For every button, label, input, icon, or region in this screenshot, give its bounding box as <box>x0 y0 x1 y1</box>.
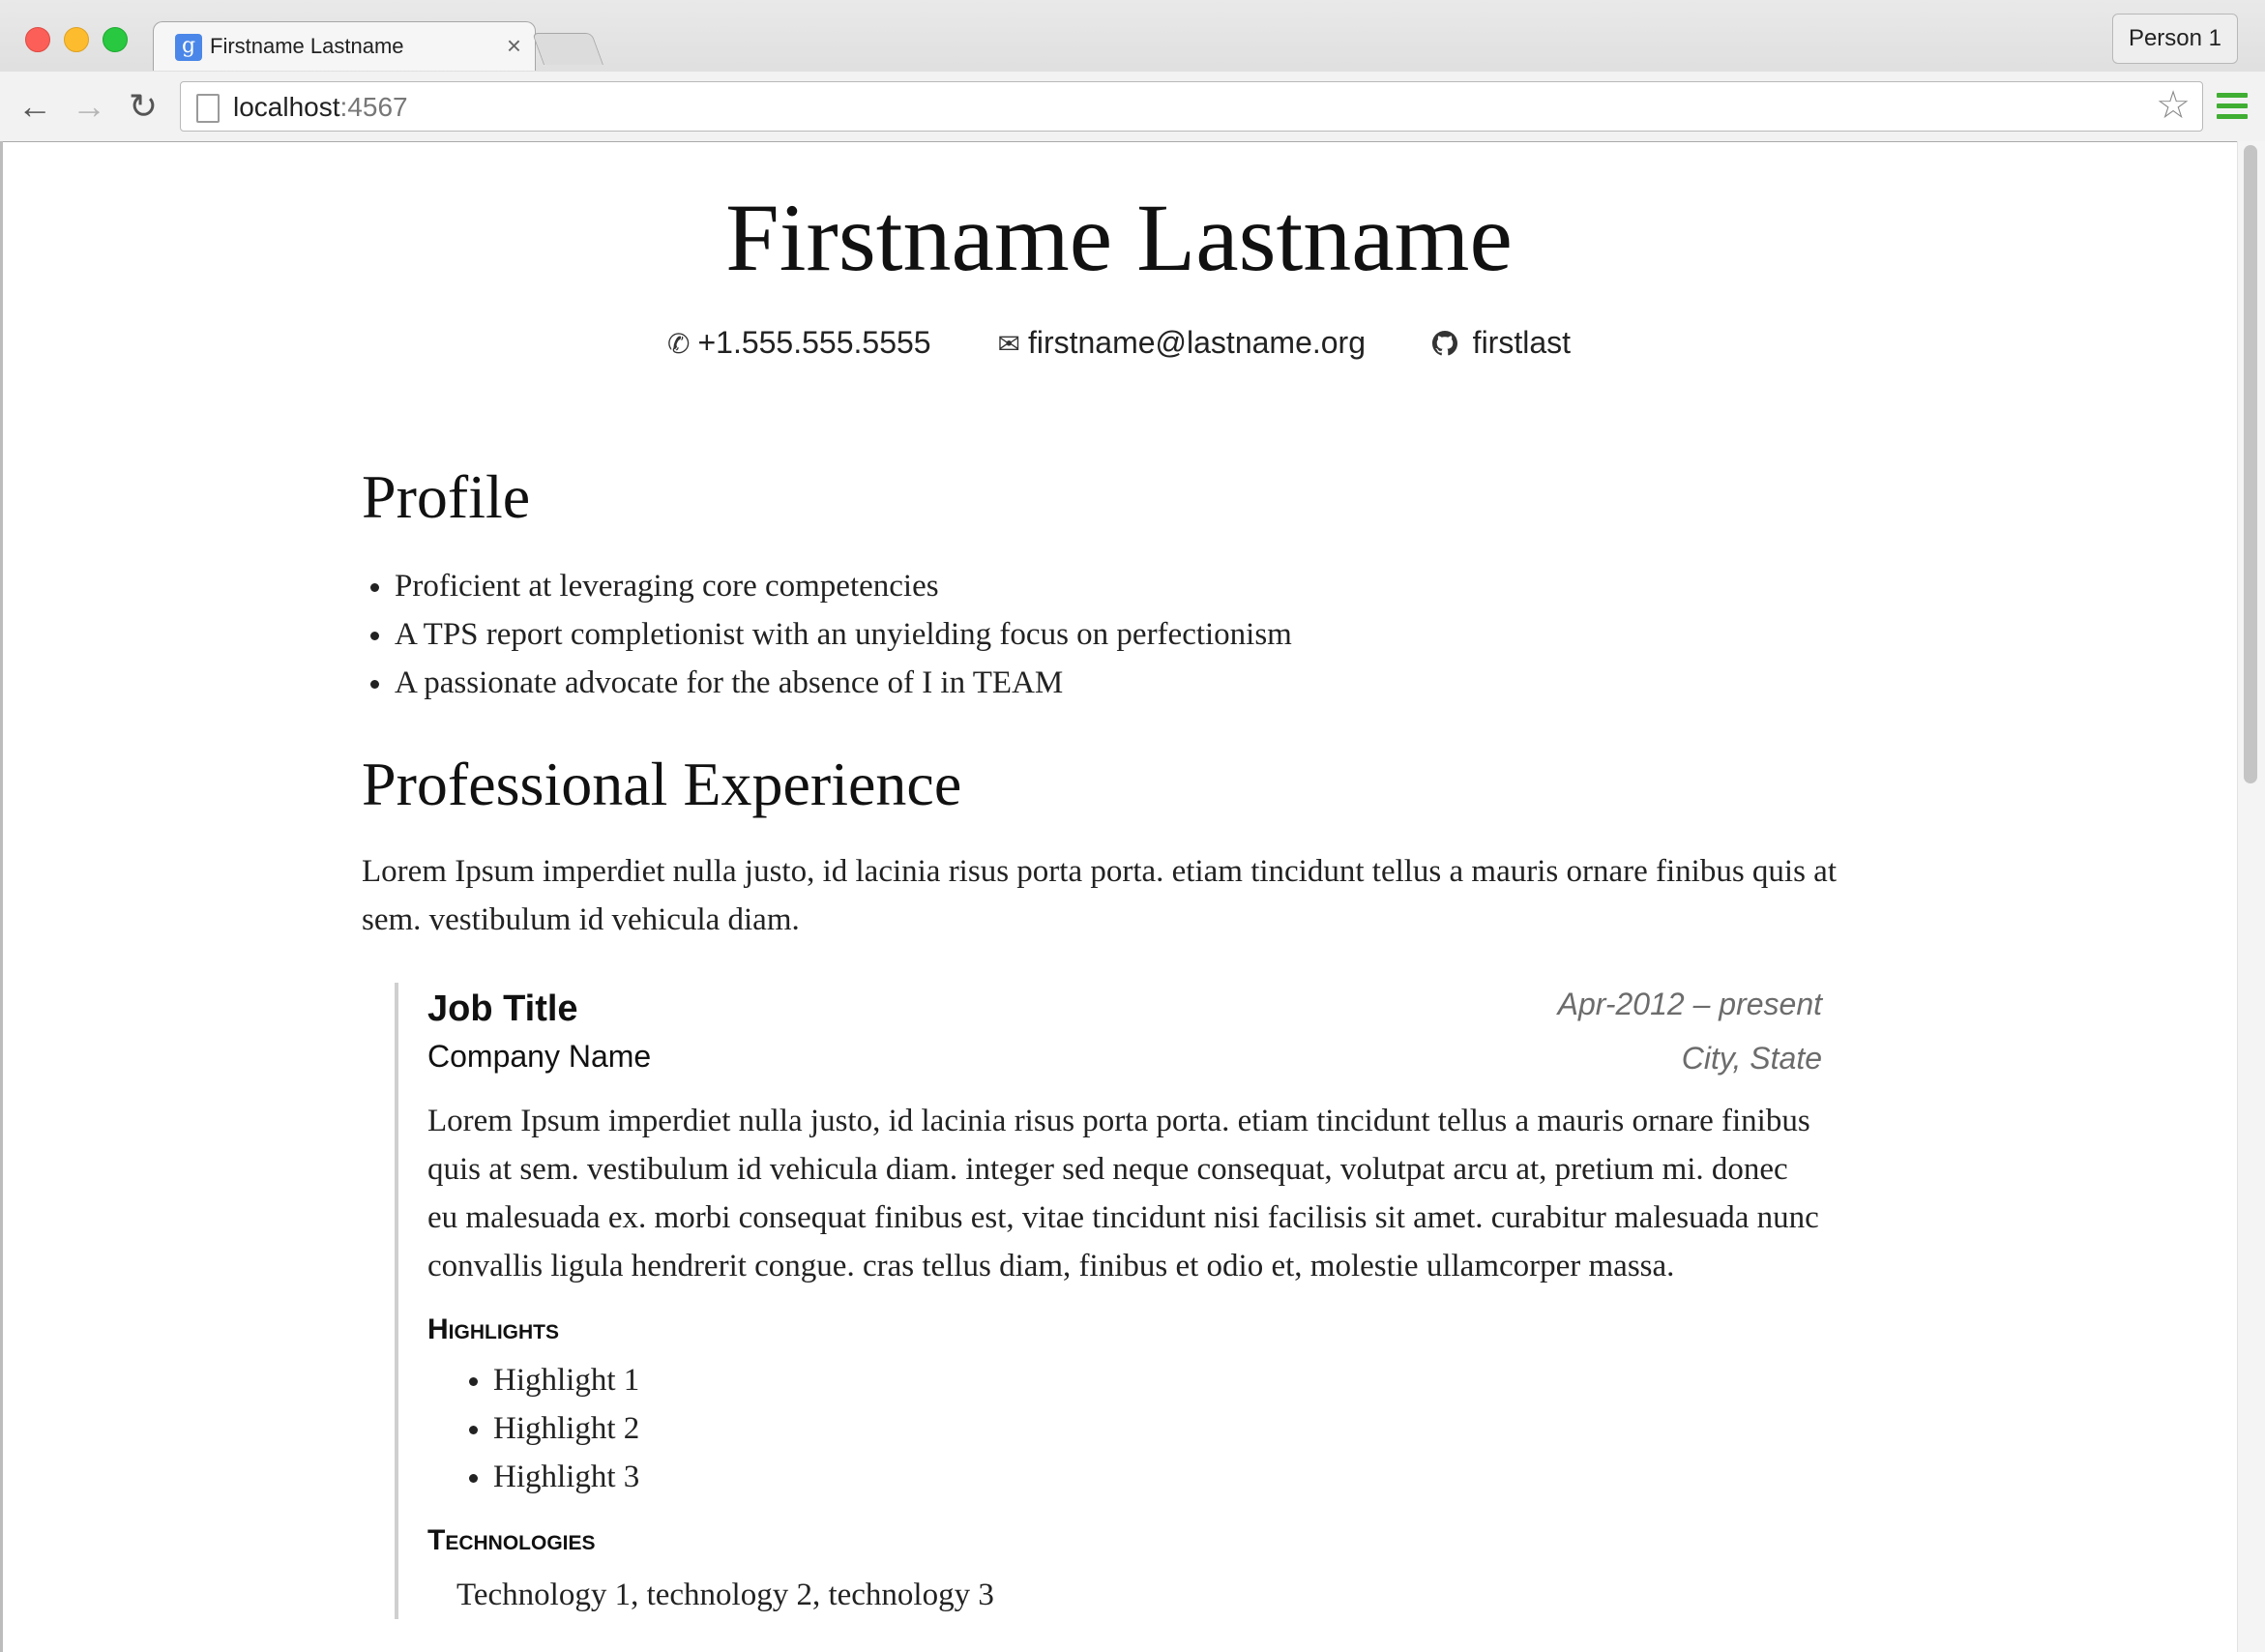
highlight-item: • Highlight 3 <box>493 1453 1851 1501</box>
bookmark-star-icon[interactable]: ☆ <box>2156 84 2191 127</box>
experience-intro: Lorem Ipsum imperdiet nulla justo, id lacinia risus porta porta. etiam tincidunt tellus a mauris ornare finibus quis at sem. vestibulum id vehicula diam. <box>362 853 1837 937</box>
job-summary: Lorem Ipsum imperdiet nulla justo, id lacinia risus porta porta. etiam tincidunt tellus a mauris ornare finibus quis at sem. vestibulum id vehicula diam. integer sed neque consequat, volutpat arcu at, pretium mi. donec eu malesuada ex. morbi consequat finibus est, vitae tincidunt nisi facilisis sit amet. curabitur malesuada nunc convallis ligula hendrerit congue. cras tellus diam, finibus et odio et, molestie ullamcorper massa. <box>427 1103 1819 1283</box>
job-dates: Apr-2012 – present <box>1557 986 1822 1021</box>
vertical-scrollbar[interactable] <box>2237 141 2265 1652</box>
address-bar[interactable] <box>180 81 2203 132</box>
highlights-list <box>427 1356 1851 1501</box>
tab-close-icon[interactable]: × <box>506 31 521 60</box>
phone-text: +1.555.555.5555 <box>697 325 931 360</box>
contact-email[interactable] <box>997 325 1366 361</box>
email-text: firstname@lastname.org <box>1027 325 1366 360</box>
resume-name: Firstname Lastname <box>725 184 1513 291</box>
company-name: Company Name <box>427 1038 652 1074</box>
scrollbar-thumb[interactable] <box>2244 145 2257 783</box>
tab-title: Firstname Lastname <box>210 34 404 58</box>
contact-bar <box>0 325 2238 361</box>
hamburger-menu-icon[interactable] <box>2217 93 2248 120</box>
technologies-heading: Technologies <box>427 1523 596 1556</box>
envelope-icon: ✉ <box>997 329 1020 359</box>
reload-icon[interactable]: ↻ <box>128 86 159 126</box>
back-arrow-icon[interactable]: ← <box>17 86 52 126</box>
profile-item: • Proficient at leveraging core competencies <box>395 562 1851 610</box>
url-port: :4567 <box>339 92 408 122</box>
highlights-heading: Highlights <box>427 1313 559 1345</box>
new-tab-button[interactable] <box>532 33 603 65</box>
highlight-item: • Highlight 1 <box>493 1356 1851 1404</box>
url-text[interactable] <box>233 92 408 123</box>
profile-button[interactable]: Person 1 <box>2112 14 2238 64</box>
browser-tab[interactable] <box>153 21 536 71</box>
github-text: firstlast <box>1472 325 1572 360</box>
window-close-button[interactable] <box>25 27 50 52</box>
profile-heading: Profile <box>362 462 531 531</box>
forward-arrow-icon[interactable]: → <box>72 86 106 126</box>
google-favicon-icon: g <box>175 34 202 61</box>
url-host: localhost <box>233 92 340 122</box>
job-header <box>427 983 1851 1079</box>
window-minimize-button[interactable] <box>64 27 89 52</box>
job-location: City, State <box>1681 1040 1822 1076</box>
toolbar <box>0 72 2265 141</box>
experience-heading: Professional Experience <box>362 749 962 818</box>
profile-item: • A passionate advocate for the absence of I in TEAM <box>395 659 1851 707</box>
job-entry <box>395 983 1851 1619</box>
resume-content <box>362 460 1851 1619</box>
browser-chrome <box>0 0 2265 142</box>
page-icon <box>196 94 220 123</box>
profile-item: • A TPS report completionist with an unyielding focus on perfectionism <box>395 610 1851 659</box>
window-maximize-button[interactable] <box>103 27 128 52</box>
technologies-list: Technology 1, technology 2, technology 3 <box>456 1577 994 1612</box>
job-title: Job Title <box>427 988 578 1029</box>
page-viewport <box>0 141 2238 1652</box>
phone-icon: ✆ <box>666 329 691 359</box>
highlight-item: • Highlight 2 <box>493 1404 1851 1453</box>
contact-phone[interactable] <box>667 325 931 361</box>
github-icon <box>1432 329 1465 359</box>
contact-github[interactable] <box>1432 325 1571 361</box>
profile-list <box>362 562 1851 707</box>
